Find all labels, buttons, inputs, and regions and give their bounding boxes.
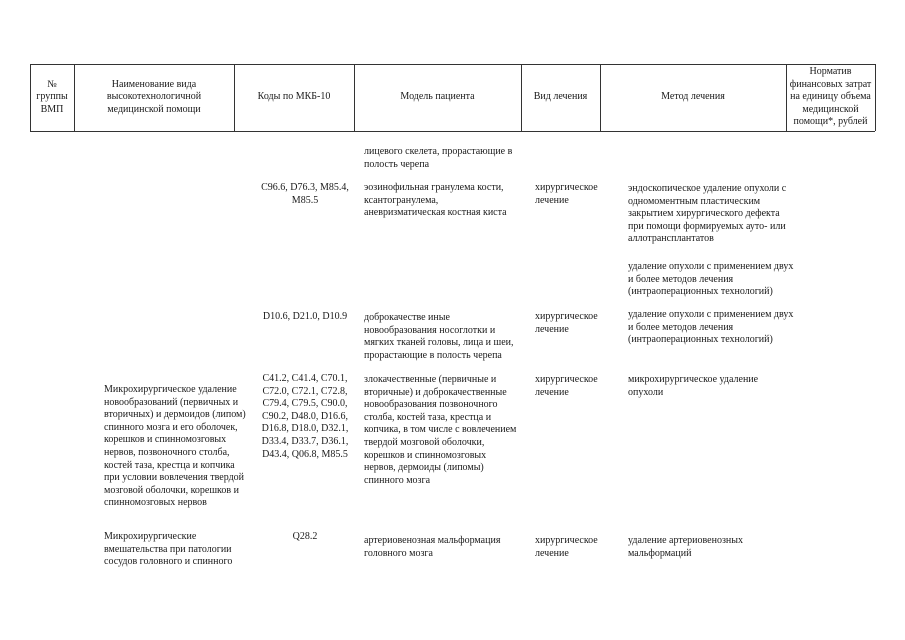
table-row-5-codes: Q28.2: [292, 531, 318, 542]
header-care-type: Наименование вида высокотехнологичной медицинской помощи: [106, 78, 202, 115]
table-row-4-model: злокачественные (первичные и вторичные) и доброкачественные новообразования позвоночного столба, костей таза, крестца и копчика, в том числе с вовлечением твердой мозговой оболочки, корешков и спинномозговых нервов, дермоиды (липомы) спинного мозга: [364, 374, 517, 486]
table-row-3-method: удаление опухоли с применением двух и более методов лечения (интраоперационных технологий): [628, 309, 794, 346]
header-bottom-rule: [30, 131, 875, 132]
table-row-5-model: артериовенозная мальформация головного мозга: [364, 535, 501, 559]
table-row-3-codes: D10.6, D21.0, D10.9: [262, 311, 348, 322]
header-treatment-method: Метод лечения: [661, 91, 725, 103]
table-row-2-method: удаление опухоли с применением двух и более методов лечения (интраоперационных технологий): [628, 261, 794, 298]
header-divider: [875, 64, 876, 131]
table-row-5-name: Микрохирургические вмешательства при патологии сосудов головного и спинного: [104, 531, 233, 568]
header-cost-standard: Норматив финансовых затрат на единицу объема медицинской помощи*, рублей: [789, 66, 872, 128]
header-treatment-type: Вид лечения: [533, 91, 588, 103]
table-row-5-method: удаление артериовенозных мальформаций: [628, 535, 743, 559]
table-row-0-model: лицевого скелета, прорастающие в полость черепа: [364, 146, 513, 170]
table-row-1-codes: C96.6, D76.3, M85.4, M85.5: [261, 182, 349, 206]
table-row-1-method: эндоскопическое удаление опухоли с одномоментным пластическим закрытием хирургического дефекта при помощи формируемых ауто- или аллотрансплантатов: [628, 183, 787, 245]
table-row-3-model: доброкачестве иные новообразования носоглотки и мягких тканей головы, лица и шеи, прорастающие в полость черепа: [364, 312, 514, 361]
header-icd-codes: Коды по МКБ-10: [257, 91, 331, 103]
table-row-4-name: Микрохирургическое удаление новообразований (первичных и вторичных) и дермоидов (липом) спинного мозга и его оболочек, корешков и спинномозговых нервов, позвоночного столба, костей таза, крестца и копчика при условии вовлечения твердой мозговой оболочки, корешков и спинномозговых нервов: [104, 384, 246, 509]
table-row-4-method: микрохирургическое удаление опухоли: [628, 374, 759, 398]
table-row-4-codes: C41.2, C41.4, C70.1, C72.0, C72.1, C72.8, C79.4, C79.5, C90.0, C90.2, D48.0, D16.6, D16.8, D18.0, D32.1, D33.4, D33.7, D36.1, D43.4, Q06.8, M85.5: [261, 373, 349, 460]
table-row-4-type: хирургическое лечение: [535, 374, 598, 398]
table-row-1-type: хирургическое лечение: [535, 182, 598, 206]
header-patient-model: Модель пациента: [400, 91, 475, 103]
table-row-3-type: хирургическое лечение: [535, 311, 598, 335]
header-group-number: № группы ВМП: [36, 78, 68, 115]
table-row-5-type: хирургическое лечение: [535, 535, 598, 559]
table-row-1-model: эозинофильная гранулема кости, ксантогранулема, аневризматическая костная киста: [364, 182, 507, 219]
